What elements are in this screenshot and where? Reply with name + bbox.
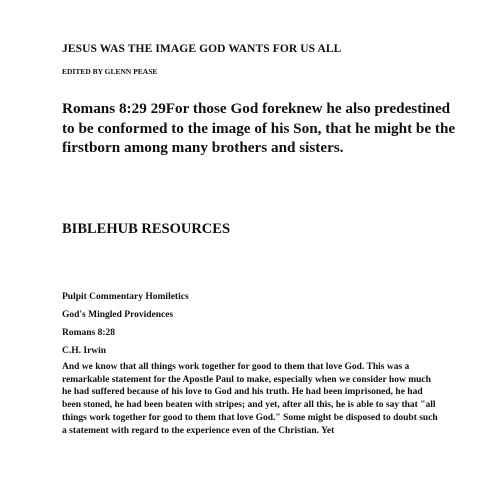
document-title: JESUS WAS THE IMAGE GOD WANTS FOR US ALL [62, 43, 342, 55]
commentary-author: C.H. Irwin [62, 346, 107, 356]
commentary-body: And we know that all things work together for good to them that love God. This was a remarkable statement for the Apostle Paul to make, especially when we consider how much he had suffered because of his love to God and his truth. He had been imprisoned, he had been stoned, he had been beaten with stripes; and yet, after all this, he is able to say that "all things work together for good to them that love God." Some might be disposed to doubt such a statement with regard to the experience even of the Christian. Yet [62, 362, 438, 436]
commentary-source: Pulpit Commentary Homiletics [62, 292, 189, 302]
document-editor: EDITED BY GLENN PEASE [62, 67, 158, 76]
scripture-passage: Romans 8:29 29For those God foreknew he also predestined to be conformed to the image of his Son, that he might be the firstborn among many brothers and sisters. [62, 100, 456, 156]
commentary-reference: Romans 8:28 [62, 328, 116, 338]
section-heading: BIBLEHUB RESOURCES [62, 221, 231, 237]
commentary-topic: God's Mingled Providences [62, 310, 174, 320]
